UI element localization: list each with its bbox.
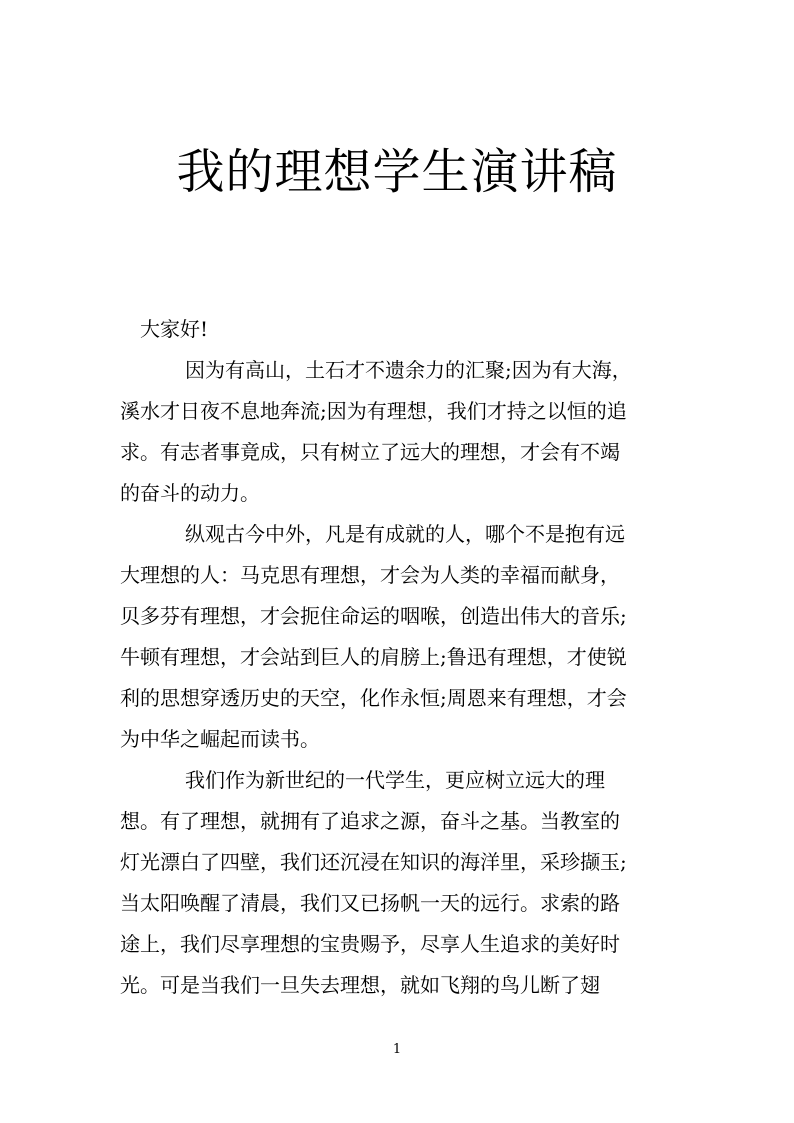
paragraph-1 bbox=[120, 350, 670, 514]
paragraph-line: 因为有高山，土石才不遗余力的汇聚;因为有大海， bbox=[185, 358, 632, 382]
paragraph-line: 灯光漂白了四壁，我们还沉浸在知识的海洋里，采珍撷玉; bbox=[120, 850, 627, 874]
paragraph-line: 当太阳唤醒了清晨，我们又已扬帆一天的远行。求索的路 bbox=[120, 891, 620, 915]
paragraph-line: 途上，我们尽享理想的宝贵赐予，尽享人生追求的美好时 bbox=[120, 932, 620, 956]
paragraph-line: 为中华之崛起而读书。 bbox=[120, 727, 320, 751]
paragraph-line: 利的思想穿透历史的天空，化作永恒;周恩来有理想，才会 bbox=[120, 686, 627, 710]
greeting: 大家好! bbox=[140, 317, 209, 341]
paragraph-line: 光。可是当我们一旦失去理想，就如飞翔的鸟儿断了翅 bbox=[120, 973, 600, 997]
paragraph-3 bbox=[120, 760, 670, 1006]
paragraph-line: 求。有志者事竟成，只有树立了远大的理想，才会有不竭 bbox=[120, 440, 620, 464]
paragraph-line: 想。有了理想，就拥有了追求之源，奋斗之基。当教室的 bbox=[120, 809, 620, 833]
paragraph-line: 的奋斗的动力。 bbox=[120, 481, 260, 505]
document-body bbox=[120, 309, 670, 1006]
paragraph-line: 大理想的人：马克思有理想，才会为人类的幸福而献身， bbox=[120, 563, 620, 587]
paragraph-2 bbox=[120, 514, 670, 760]
paragraph-line: 牛顿有理想，才会站到巨人的肩膀上;鲁迅有理想，才使锐 bbox=[120, 645, 627, 669]
paragraph-line: 纵观古今中外，凡是有成就的人，哪个不是抱有远 bbox=[185, 522, 625, 546]
paragraph-line: 我们作为新世纪的一代学生，更应树立远大的理 bbox=[185, 768, 605, 792]
document-title: 我的理想学生演讲稿 bbox=[176, 144, 618, 200]
paragraph-line: 溪水才日夜不息地奔流;因为有理想，我们才持之以恒的追 bbox=[120, 399, 627, 423]
paragraph-line: 贝多芬有理想，才会扼住命运的咽喉，创造出伟大的音乐; bbox=[120, 604, 627, 628]
page-number: 1 bbox=[392, 1042, 402, 1057]
